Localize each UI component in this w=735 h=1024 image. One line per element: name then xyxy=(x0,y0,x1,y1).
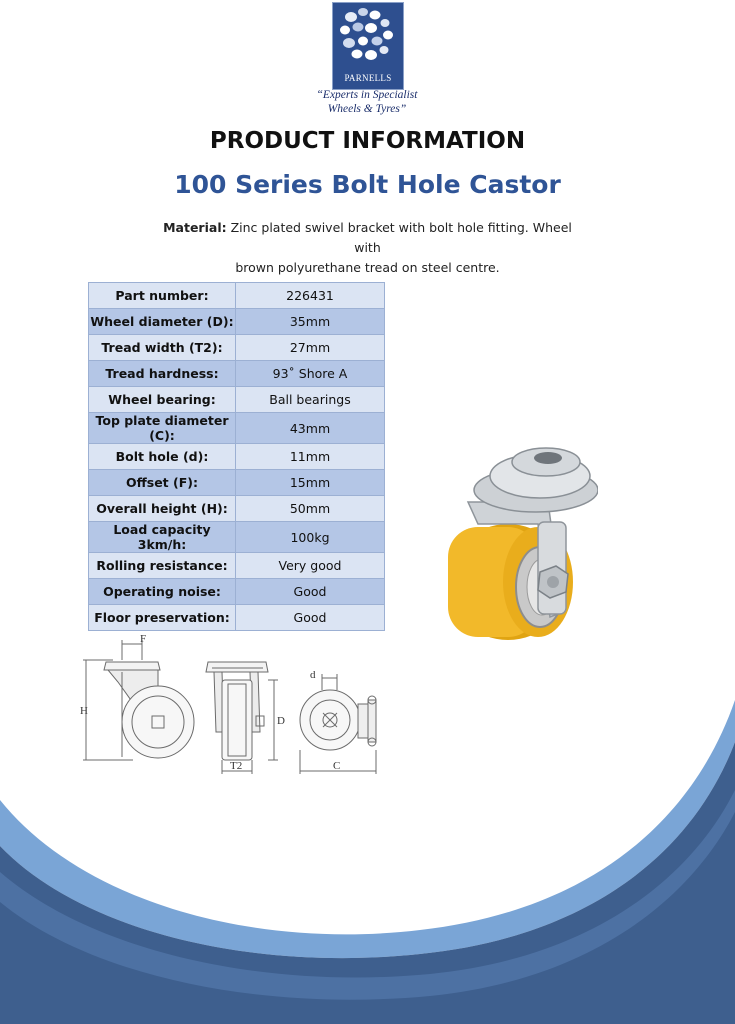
spec-label: Tread width (T2): xyxy=(89,335,236,361)
spec-value: 27mm xyxy=(236,335,385,361)
product-title: 100 Series Bolt Hole Castor xyxy=(174,170,561,199)
spec-label: Top plate diameter (C): xyxy=(89,413,236,444)
spec-label: Load capacity 3km/h: xyxy=(89,522,236,553)
spec-label: Bolt hole (d): xyxy=(89,444,236,470)
tagline-line-2: Wheels & Tyres” xyxy=(327,103,407,115)
page-heading: PRODUCT INFORMATION xyxy=(209,128,526,154)
spec-label: Rolling resistance: xyxy=(89,553,236,579)
spec-value: 226431 xyxy=(236,283,385,309)
spec-value: 93˚ Shore A xyxy=(236,361,385,387)
drawing-label-offset: F xyxy=(140,633,147,645)
spec-label: Operating noise: xyxy=(89,579,236,605)
spec-value: Ball bearings xyxy=(236,387,385,413)
spec-label: Offset (F): xyxy=(89,470,236,496)
spec-value: 100kg xyxy=(236,522,385,553)
material-text-1: Zinc plated swivel bracket with bolt hole fitting. Wheel with xyxy=(230,220,572,255)
drawing-label-diameter: D xyxy=(277,715,285,727)
drawing-label-plate: C xyxy=(333,760,341,772)
spec-value: Good xyxy=(236,605,385,631)
tagline-line-1: “Experts in Specialist xyxy=(316,89,418,101)
spec-label: Wheel bearing: xyxy=(89,387,236,413)
logo-brand-name: PARNELLS xyxy=(344,73,392,83)
spec-value: 43mm xyxy=(236,413,385,444)
spec-value: 15mm xyxy=(236,470,385,496)
spec-value: 11mm xyxy=(236,444,385,470)
spec-value: 35mm xyxy=(236,309,385,335)
spec-label: Floor preservation: xyxy=(89,605,236,631)
spec-value: Good xyxy=(236,579,385,605)
spec-label: Tread hardness: xyxy=(89,361,236,387)
material-text-2: brown polyurethane tread on steel centre. xyxy=(235,260,500,275)
material-label: Material: xyxy=(163,220,227,235)
spec-label: Part number: xyxy=(89,283,236,309)
drawing-label-bolt: d xyxy=(310,669,316,681)
drawing-label-height: H xyxy=(80,705,88,717)
spec-label: Overall height (H): xyxy=(89,496,236,522)
spec-value: Very good xyxy=(236,553,385,579)
spec-value: 50mm xyxy=(236,496,385,522)
drawing-label-tread: T2 xyxy=(230,760,243,772)
spec-label: Wheel diameter (D): xyxy=(89,309,236,335)
